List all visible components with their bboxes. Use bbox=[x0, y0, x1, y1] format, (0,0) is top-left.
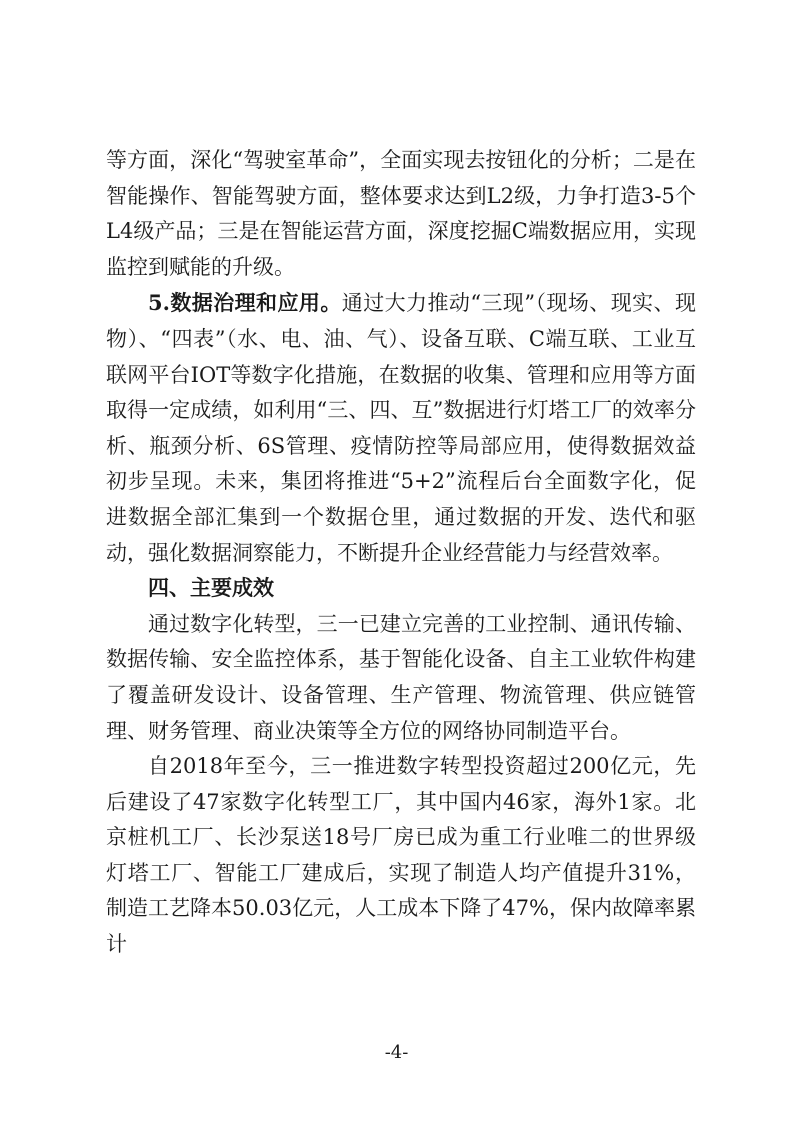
section-heading: 四、主要成效 bbox=[148, 576, 274, 601]
section-lead-title: 5.数据治理和应用。 bbox=[148, 290, 342, 316]
document-body bbox=[106, 143, 696, 963]
page-number: -4- bbox=[384, 1042, 409, 1063]
paragraph-investment: 自2018年至今，三一推进数字转型投资超过200亿元，先后建设了47家数字化转型工厂，其中国内46家，海外1家。北京桩机工厂、长沙泵送18号厂房已成为重工行业唯二的世界级灯塔工厂、智能工厂建成后，实现了制造人均产值提升31%，制造工艺降本50.03亿元，人工成本下降了47%，保内故障率累计 bbox=[106, 754, 696, 957]
paragraph-continuation: 等方面，深化“驾驶室革命”，全面实现去按钮化的分析；二是在智能操作、智能驾驶方面，整体要求达到L2级，力争打造3-5个L4级产品；三是在智能运营方面，深度挖掘C端数据应用，实现监控到赋能的升级。 bbox=[106, 148, 696, 279]
paragraph-text: 通过大力推动“三现”（现场、现实、现物）、“四表”（水、电、油、气）、设备互联、C端互联、工业互联网平台IOT等数字化措施，在数据的收集、管理和应用等方面取得一定成绩，如利用“三、四、互”数据进行灯塔工厂的效率分析、瓶颈分析、6S管理、疫情防控等局部应用，使得数据效益初步呈现。未来，集团将推进“5+2”流程后台全面数字化，促进数据全部汇集到一个数据仓里，通过数据的开发、迭代和驱动，强化数据洞察能力，不断提升企业经营能力与经营效率。 bbox=[106, 291, 696, 565]
paragraph-achievements: 通过数字化转型，三一已建立完善的工业控制、通讯传输、数据传输、安全监控体系，基于智能化设备、自主工业软件构建了覆盖研发设计、设备管理、生产管理、物流管理、供应链管理、财务管理、商业决策等全方位的网络协同制造平台。 bbox=[106, 611, 696, 743]
paragraph-data-governance bbox=[106, 285, 696, 571]
